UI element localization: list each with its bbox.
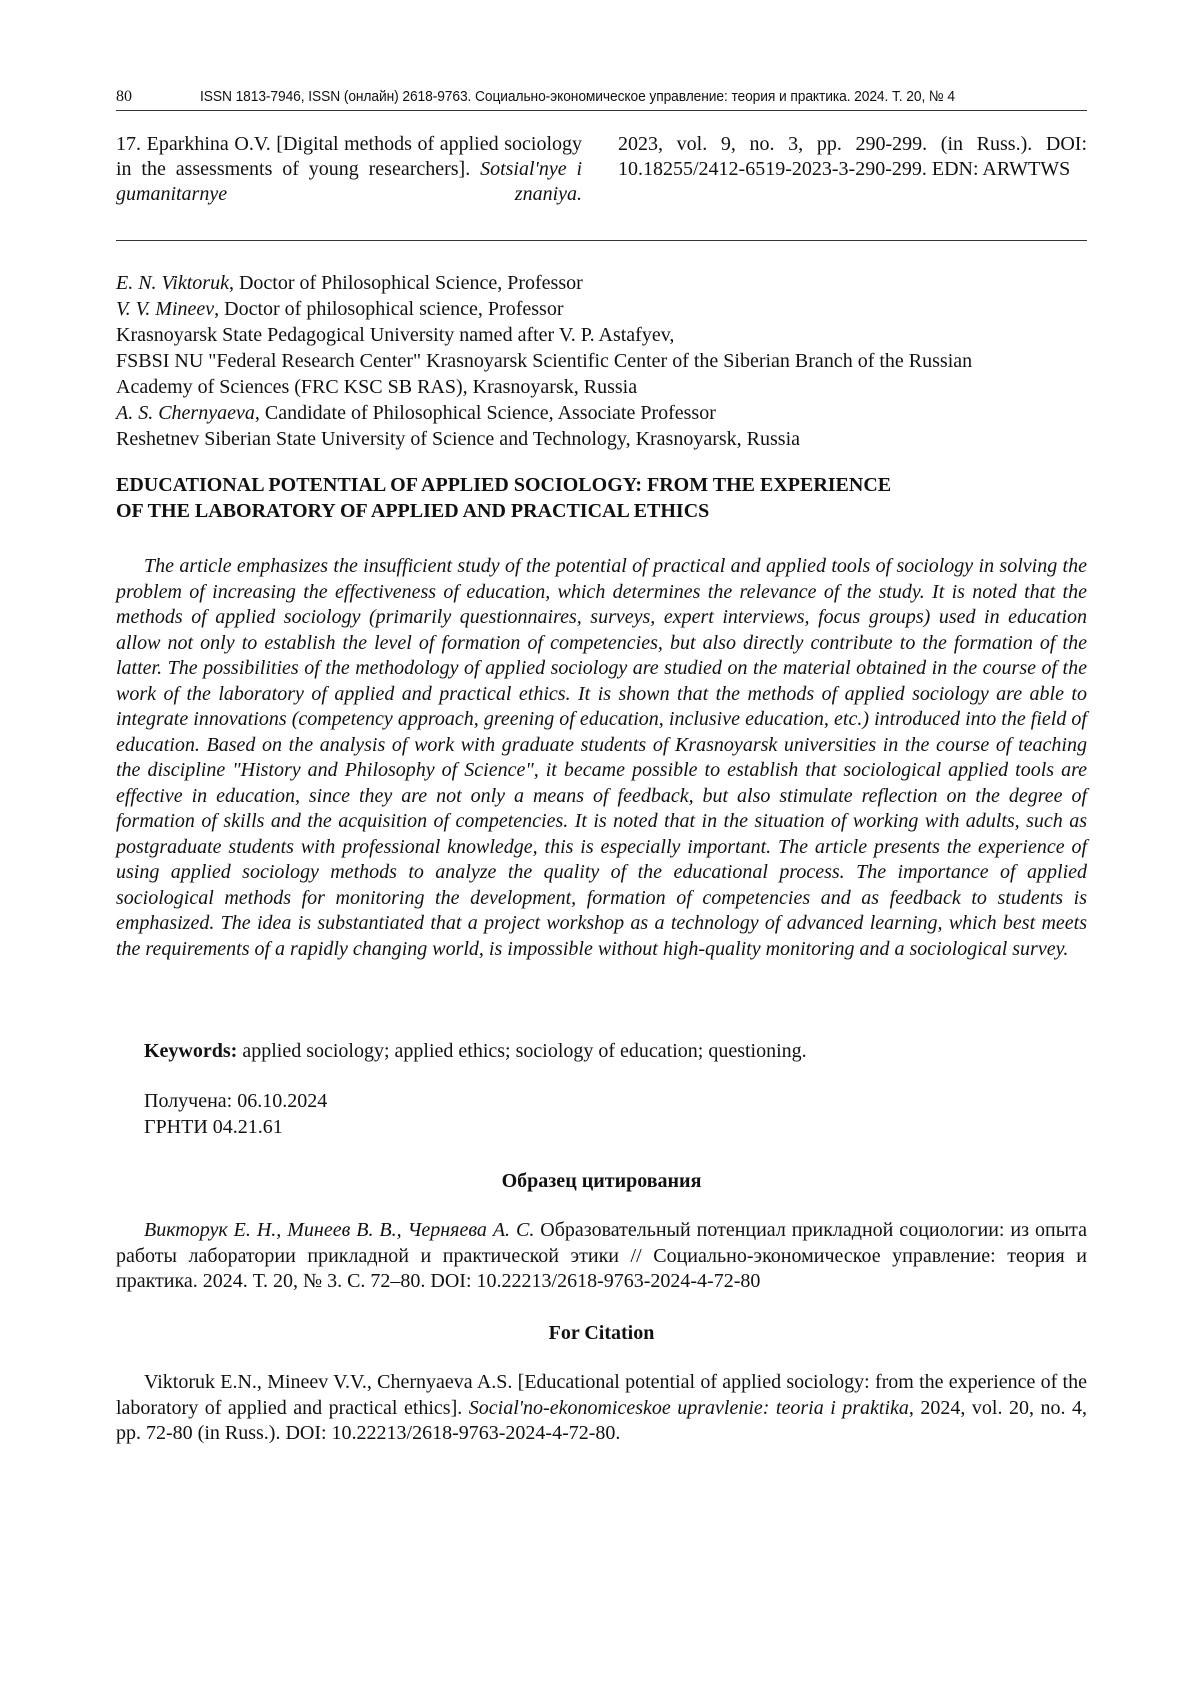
author-block [116,270,1087,452]
reference-continuation: 2023, vol. 9, no. 3, pp. 290-299. (in Russ.). DOI: 10.18255/2412-6519-2023-3-290-299. [618,133,1087,180]
keywords-label: Keywords: [144,1040,238,1062]
author-title: , Doctor of philosophical science, Professor [214,298,564,320]
article-title [116,472,1087,524]
citation-ru [116,1218,1087,1295]
reference-text: 17. Eparkhina O.V. [Digital methods of applied sociology in the assessments of young researchers]. [116,133,582,180]
author-name: V. V. Mineev [116,298,215,320]
keywords-text: applied sociology; applied ethics; sociology of education; questioning. [237,1040,807,1062]
reference-left-column [116,132,582,207]
citation-ru-authors: Викторук Е. Н., Минеев В. В., Черняева А. С. [144,1219,535,1241]
article-title-line: OF THE LABORATORY OF APPLIED AND PRACTICAL ETHICS [116,500,710,522]
abstract: The article emphasizes the insufficient study of the potential of practical and applied tools of sociology in solving the problem of increasing the effectiveness of education, which determines the relevance of the study. It is noted that the methods of applied sociology (primarily questionnaires, surveys, expert interviews, focus groups) used in education allow not only to establish the level of formation of competencies, but also directly contribute to the formation of the latter. The possibilities of the methodology of applied sociology are studied on the material obtained in the course of the work of the laboratory of applied and practical ethics. It is shown that the methods of applied sociology are able to integrate innovations (competency approach, greening of education, inclusive education, etc.) introduced into the field of education. Based on the analysis of work with graduate students of Krasnoyarsk universities in the course of teaching the discipline "History and Philosophy of Science", it became possible to establish that sociological applied tools are effective in education, since they are not only a means of feedback, but also stimulate reflection on the degree of formation of skills and the acquisition of competencies. It is noted that in the situation of working with adults, such as postgraduate students with professional knowledge, this is especially important. The article presents the experience of using applied sociology methods to analyze the quality of the educational process. The importance of applied sociological methods for monitoring the development, formation of competencies and as feedback to students is emphasized. The idea is substantiated that a project workshop as a technology of advanced learning, which best meets the requirements of a rapidly changing world, is impossible without high-quality monitoring and a sociological survey. [116,555,1087,960]
affiliation: Krasnoyarsk State Pedagogical University named after V. P. Astafyev, [116,324,675,346]
citation-en-journal: Social'no-ekonomiceskoe upravlenie: teoria i praktika [468,1396,909,1419]
affiliation: Academy of Sciences (FRC KSC SB RAS), Krasnoyarsk, Russia [116,376,638,398]
author-name: A. S. Chernyaeva [116,402,255,424]
reference-edn: EDN: ARWTWS [931,158,1071,180]
received-info [144,1088,327,1140]
affiliation: FSBSI NU "Federal Research Center" Krasnoyarsk Scientific Center of the Siberian Branch of the Russian [116,350,973,372]
page-number: 80 [116,88,132,105]
running-header [116,88,1087,111]
author-name: E. N. Viktoruk [116,272,229,294]
author-line [116,400,1087,426]
reference-journal: Sotsial'nye i gumanitarnye znaniya. [116,158,582,205]
author-title: , Candidate of Philosophical Science, Associate Professor [254,402,716,424]
author-line [116,270,1087,296]
citation-en-details: , 2024, vol. 20, no. 4, pp. 72-80 (in Russ.). DOI: 10.22213/2618-9763-2024-4-72-80. [116,1396,1087,1444]
citation-en-text: Viktoruk E.N., Mineev V.V., Chernyaeva A.S. [Educational potential of applied sociology: from the experience of the laboratory of applied and practical ethics]. [116,1371,1087,1419]
author-line [116,296,1087,322]
citation-ru-text: Образовательный потенциал прикладной социологии: из опыта работы лаборатории прикладной и практической этики // Социально-экономическое управление: теория и практика. 2024. Т. 20, № 3. С. 72–80. DOI: 10.22213/2618-9763-2024-4-72-80 [116,1219,1087,1292]
journal-info: ISSN 1813-7946, ISSN (онлайн) 2618-9763. Социально-экономическое управление: теория и практика. 2024. Т. 20, № 4 [200,88,955,105]
author-title: , Doctor of Philosophical Science, Professor [228,272,583,294]
reference-right-column [618,132,1087,182]
citation-en [116,1370,1087,1447]
grnti-code: ГРНТИ 04.21.61 [144,1116,283,1138]
citation-ru-heading: Образец цитирования [501,1170,702,1192]
received-date: Получена: 06.10.2024 [144,1090,328,1112]
article-title-line: EDUCATIONAL POTENTIAL OF APPLIED SOCIOLOGY: FROM THE EXPERIENCE [116,474,892,496]
reference-block [116,132,1087,241]
keywords [144,1038,1087,1064]
affiliation: Reshetnev Siberian State University of Science and Technology, Krasnoyarsk, Russia [116,428,801,450]
citation-en-heading: For Citation [548,1322,655,1344]
